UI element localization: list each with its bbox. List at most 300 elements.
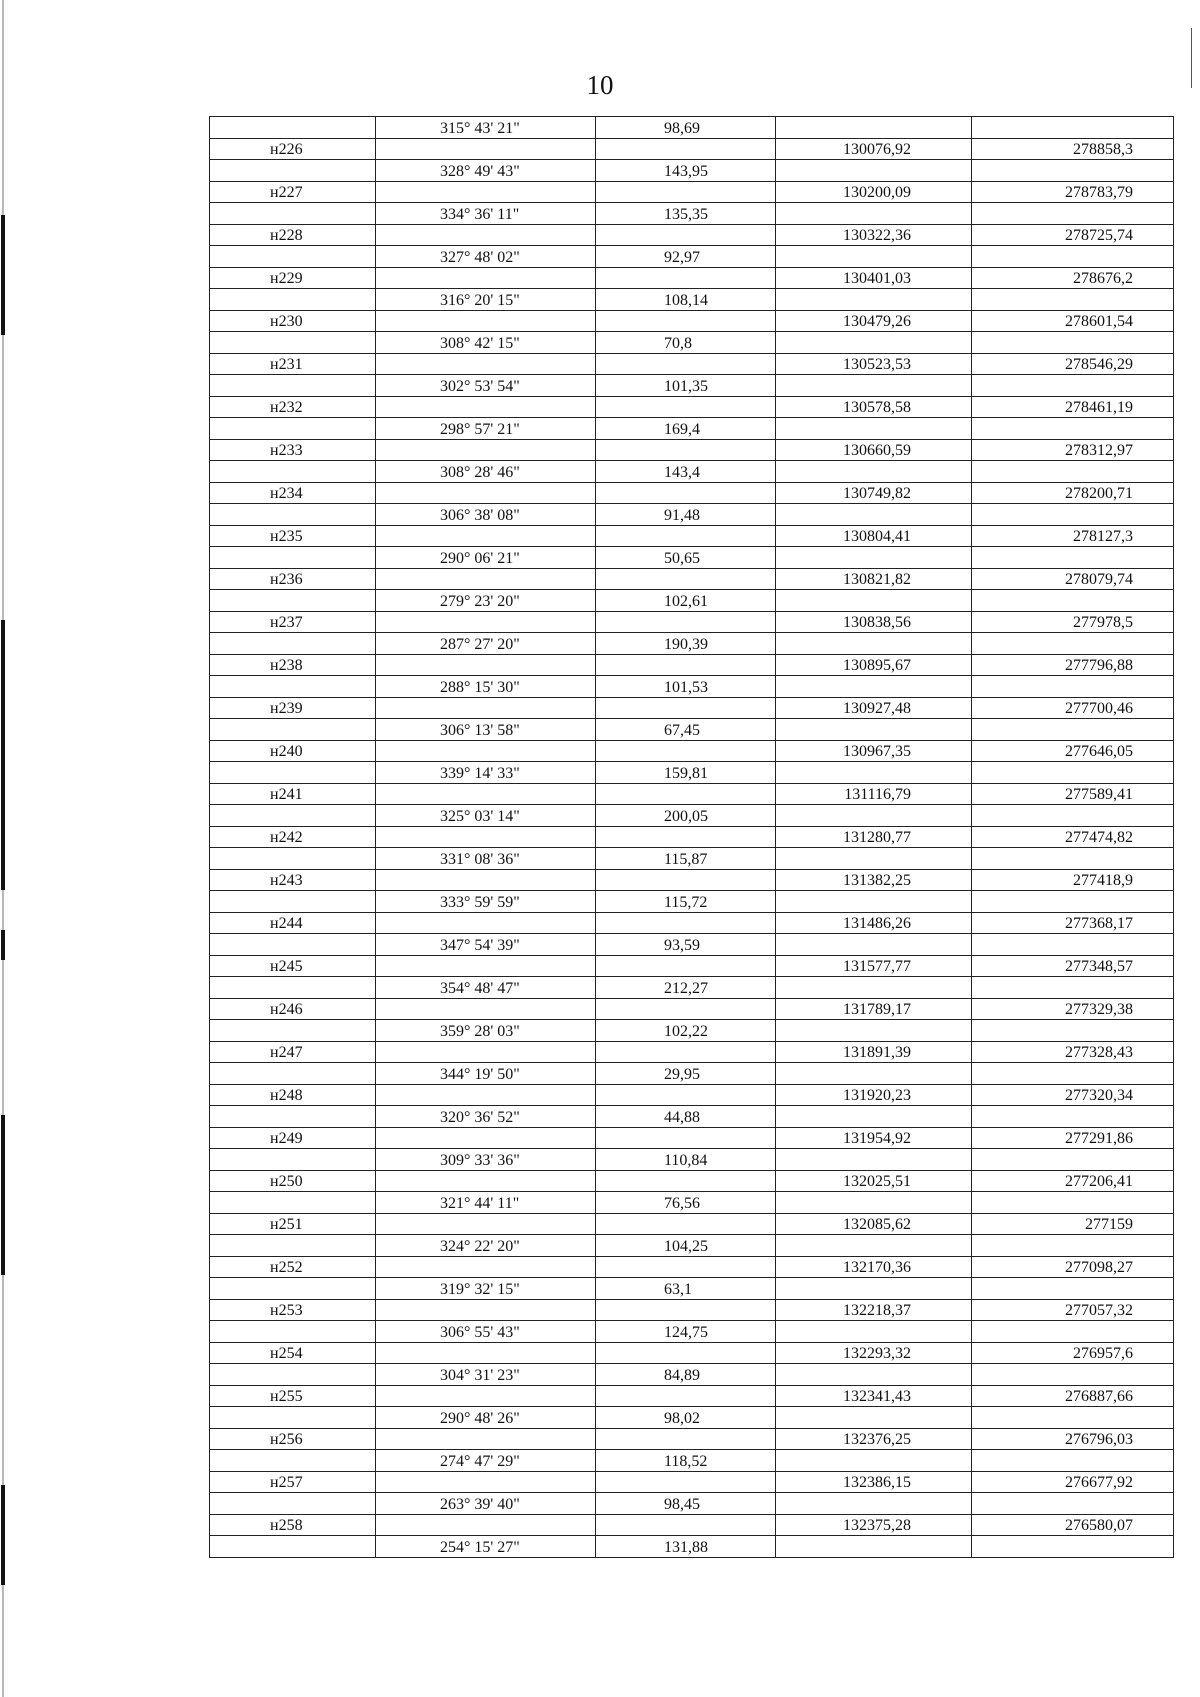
direction-angle-cell xyxy=(376,1213,596,1235)
direction-angle-cell xyxy=(376,1041,596,1063)
point-name-cell xyxy=(210,332,376,354)
point-name-cell xyxy=(210,160,376,182)
coord-x-cell: 131382,25 xyxy=(776,869,972,891)
point-name-cell xyxy=(210,1493,376,1515)
point-name-cell xyxy=(210,762,376,784)
distance-cell xyxy=(596,267,776,289)
table-row xyxy=(210,1278,1174,1300)
direction-angle-cell xyxy=(376,224,596,246)
scan-margin-mark xyxy=(1,1115,5,1275)
table-row xyxy=(210,504,1174,526)
coord-y-cell xyxy=(972,1235,1174,1257)
point-name-cell xyxy=(210,203,376,225)
scan-margin-mark xyxy=(1,215,5,335)
point-name-cell: н231 xyxy=(210,353,376,375)
direction-angle-cell: 306° 13' 58" xyxy=(376,719,596,741)
direction-angle-cell xyxy=(376,998,596,1020)
coord-x-cell xyxy=(776,1450,972,1472)
coord-x-cell: 131280,77 xyxy=(776,826,972,848)
coord-y-cell xyxy=(972,848,1174,870)
direction-angle-cell: 324° 22' 20" xyxy=(376,1235,596,1257)
coord-x-cell: 130578,58 xyxy=(776,396,972,418)
coord-x-cell xyxy=(776,848,972,870)
distance-cell: 84,89 xyxy=(596,1364,776,1386)
distance-cell: 131,88 xyxy=(596,1536,776,1558)
coord-x-cell xyxy=(776,1063,972,1085)
coord-x-cell xyxy=(776,1106,972,1128)
coord-y-cell xyxy=(972,332,1174,354)
direction-angle-cell xyxy=(376,267,596,289)
distance-cell xyxy=(596,353,776,375)
coord-y-cell xyxy=(972,117,1174,139)
table-row xyxy=(210,826,1174,848)
direction-angle-cell xyxy=(376,1471,596,1493)
distance-cell: 93,59 xyxy=(596,934,776,956)
point-name-cell: н226 xyxy=(210,138,376,160)
point-name-cell xyxy=(210,633,376,655)
coord-y-cell xyxy=(972,203,1174,225)
distance-cell xyxy=(596,310,776,332)
coord-y-cell: 277418,9 xyxy=(972,869,1174,891)
coord-x-cell: 130660,59 xyxy=(776,439,972,461)
table-row xyxy=(210,138,1174,160)
direction-angle-cell: 304° 31' 23" xyxy=(376,1364,596,1386)
coord-x-cell xyxy=(776,1407,972,1429)
coord-y-cell: 277368,17 xyxy=(972,912,1174,934)
direction-angle-cell xyxy=(376,439,596,461)
distance-cell: 104,25 xyxy=(596,1235,776,1257)
coord-x-cell xyxy=(776,1493,972,1515)
coord-y-cell xyxy=(972,1407,1174,1429)
coord-x-cell: 131954,92 xyxy=(776,1127,972,1149)
table-row xyxy=(210,117,1174,139)
direction-angle-cell xyxy=(376,482,596,504)
table-row xyxy=(210,1256,1174,1278)
table-row xyxy=(210,203,1174,225)
coord-y-cell: 278461,19 xyxy=(972,396,1174,418)
coord-x-cell: 132170,36 xyxy=(776,1256,972,1278)
point-name-cell: н235 xyxy=(210,525,376,547)
direction-angle-cell xyxy=(376,1385,596,1407)
coord-y-cell: 276677,92 xyxy=(972,1471,1174,1493)
direction-angle-cell: 321° 44' 11" xyxy=(376,1192,596,1214)
coord-y-cell: 277474,82 xyxy=(972,826,1174,848)
point-name-cell: н234 xyxy=(210,482,376,504)
direction-angle-cell: 320° 36' 52" xyxy=(376,1106,596,1128)
coord-y-cell xyxy=(972,891,1174,913)
table-row xyxy=(210,848,1174,870)
direction-angle-cell: 306° 38' 08" xyxy=(376,504,596,526)
table-row xyxy=(210,1342,1174,1364)
coord-x-cell xyxy=(776,547,972,569)
point-name-cell: н246 xyxy=(210,998,376,1020)
direction-angle-cell xyxy=(376,1342,596,1364)
distance-cell xyxy=(596,224,776,246)
direction-angle-cell: 315° 43' 21" xyxy=(376,117,596,139)
distance-cell xyxy=(596,869,776,891)
point-name-cell xyxy=(210,977,376,999)
distance-cell xyxy=(596,998,776,1020)
coord-x-cell: 132341,43 xyxy=(776,1385,972,1407)
coordinates-table-body xyxy=(210,117,1174,1558)
table-row xyxy=(210,224,1174,246)
point-name-cell xyxy=(210,461,376,483)
coord-y-cell: 277057,32 xyxy=(972,1299,1174,1321)
direction-angle-cell xyxy=(376,611,596,633)
point-name-cell: н236 xyxy=(210,568,376,590)
coord-x-cell xyxy=(776,418,972,440)
coord-y-cell: 277329,38 xyxy=(972,998,1174,1020)
point-name-cell: н243 xyxy=(210,869,376,891)
coord-y-cell xyxy=(972,590,1174,612)
point-name-cell xyxy=(210,1235,376,1257)
point-name-cell: н245 xyxy=(210,955,376,977)
coord-x-cell xyxy=(776,1321,972,1343)
direction-angle-cell xyxy=(376,525,596,547)
distance-cell xyxy=(596,1514,776,1536)
coord-x-cell: 130927,48 xyxy=(776,697,972,719)
scan-margin-mark xyxy=(1,930,5,960)
coord-y-cell: 277796,88 xyxy=(972,654,1174,676)
point-name-cell: н241 xyxy=(210,783,376,805)
coord-x-cell: 132025,51 xyxy=(776,1170,972,1192)
point-name-cell xyxy=(210,1278,376,1300)
coord-y-cell: 278312,97 xyxy=(972,439,1174,461)
distance-cell: 110,84 xyxy=(596,1149,776,1171)
distance-cell xyxy=(596,1256,776,1278)
distance-cell: 50,65 xyxy=(596,547,776,569)
distance-cell xyxy=(596,1385,776,1407)
coord-y-cell xyxy=(972,547,1174,569)
coord-y-cell xyxy=(972,289,1174,311)
coord-y-cell: 276796,03 xyxy=(972,1428,1174,1450)
coord-x-cell: 131789,17 xyxy=(776,998,972,1020)
table-row xyxy=(210,418,1174,440)
distance-cell: 169,4 xyxy=(596,418,776,440)
direction-angle-cell: 359° 28' 03" xyxy=(376,1020,596,1042)
coord-x-cell xyxy=(776,676,972,698)
distance-cell: 143,4 xyxy=(596,461,776,483)
coord-x-cell xyxy=(776,1278,972,1300)
coord-y-cell: 276887,66 xyxy=(972,1385,1174,1407)
distance-cell: 76,56 xyxy=(596,1192,776,1214)
scan-margin-mark xyxy=(1,1485,5,1585)
coord-x-cell: 130821,82 xyxy=(776,568,972,590)
coord-y-cell: 278725,74 xyxy=(972,224,1174,246)
distance-cell: 101,35 xyxy=(596,375,776,397)
distance-cell xyxy=(596,396,776,418)
distance-cell: 200,05 xyxy=(596,805,776,827)
direction-angle-cell: 325° 03' 14" xyxy=(376,805,596,827)
table-row xyxy=(210,1192,1174,1214)
coord-x-cell: 130076,92 xyxy=(776,138,972,160)
coord-x-cell xyxy=(776,633,972,655)
distance-cell xyxy=(596,138,776,160)
table-row xyxy=(210,1020,1174,1042)
point-name-cell: н251 xyxy=(210,1213,376,1235)
coord-x-cell xyxy=(776,332,972,354)
direction-angle-cell xyxy=(376,1127,596,1149)
direction-angle-cell xyxy=(376,955,596,977)
point-name-cell: н227 xyxy=(210,181,376,203)
coord-y-cell: 277291,86 xyxy=(972,1127,1174,1149)
table-row xyxy=(210,375,1174,397)
coord-x-cell: 132386,15 xyxy=(776,1471,972,1493)
page-number: 10 xyxy=(586,70,614,100)
point-name-cell: н258 xyxy=(210,1514,376,1536)
point-name-cell xyxy=(210,934,376,956)
point-name-cell xyxy=(210,590,376,612)
coord-x-cell xyxy=(776,1192,972,1214)
point-name-cell xyxy=(210,1063,376,1085)
distance-cell xyxy=(596,912,776,934)
direction-angle-cell: 302° 53' 54" xyxy=(376,375,596,397)
coord-x-cell xyxy=(776,117,972,139)
table-row xyxy=(210,1235,1174,1257)
point-name-cell xyxy=(210,848,376,870)
coord-y-cell: 278127,3 xyxy=(972,525,1174,547)
coord-y-cell xyxy=(972,1321,1174,1343)
point-name-cell xyxy=(210,418,376,440)
coord-x-cell xyxy=(776,762,972,784)
coord-y-cell: 278200,71 xyxy=(972,482,1174,504)
coord-y-cell: 277320,34 xyxy=(972,1084,1174,1106)
coord-y-cell xyxy=(972,934,1174,956)
point-name-cell xyxy=(210,1106,376,1128)
table-row xyxy=(210,1084,1174,1106)
direction-angle-cell xyxy=(376,353,596,375)
direction-angle-cell: 288° 15' 30" xyxy=(376,676,596,698)
point-name-cell: н237 xyxy=(210,611,376,633)
coord-x-cell: 131577,77 xyxy=(776,955,972,977)
point-name-cell xyxy=(210,805,376,827)
direction-angle-cell xyxy=(376,783,596,805)
distance-cell: 29,95 xyxy=(596,1063,776,1085)
coord-x-cell: 130479,26 xyxy=(776,310,972,332)
point-name-cell xyxy=(210,1192,376,1214)
direction-angle-cell xyxy=(376,138,596,160)
direction-angle-cell: 309° 33' 36" xyxy=(376,1149,596,1171)
distance-cell: 70,8 xyxy=(596,332,776,354)
coord-x-cell: 130749,82 xyxy=(776,482,972,504)
coord-y-cell xyxy=(972,1020,1174,1042)
table-row xyxy=(210,654,1174,676)
coord-y-cell xyxy=(972,1536,1174,1558)
coord-y-cell: 278783,79 xyxy=(972,181,1174,203)
direction-angle-cell: 279° 23' 20" xyxy=(376,590,596,612)
distance-cell xyxy=(596,955,776,977)
coord-y-cell xyxy=(972,1106,1174,1128)
table-row xyxy=(210,461,1174,483)
direction-angle-cell: 316° 20' 15" xyxy=(376,289,596,311)
coord-x-cell xyxy=(776,504,972,526)
coord-y-cell xyxy=(972,1450,1174,1472)
table-row xyxy=(210,1170,1174,1192)
coord-x-cell: 132376,25 xyxy=(776,1428,972,1450)
point-name-cell xyxy=(210,891,376,913)
direction-angle-cell xyxy=(376,568,596,590)
distance-cell: 118,52 xyxy=(596,1450,776,1472)
direction-angle-cell: 339° 14' 33" xyxy=(376,762,596,784)
table-row xyxy=(210,719,1174,741)
point-name-cell: н228 xyxy=(210,224,376,246)
table-row xyxy=(210,568,1174,590)
coord-y-cell xyxy=(972,1364,1174,1386)
distance-cell xyxy=(596,181,776,203)
distance-cell xyxy=(596,1428,776,1450)
distance-cell: 115,72 xyxy=(596,891,776,913)
direction-angle-cell: 254° 15' 27" xyxy=(376,1536,596,1558)
table-row xyxy=(210,1041,1174,1063)
coord-x-cell xyxy=(776,1536,972,1558)
table-row xyxy=(210,977,1174,999)
coord-y-cell xyxy=(972,805,1174,827)
coord-x-cell: 130523,53 xyxy=(776,353,972,375)
table-row xyxy=(210,1514,1174,1536)
coord-x-cell xyxy=(776,160,972,182)
scan-margin-mark xyxy=(1,620,5,890)
coord-x-cell xyxy=(776,246,972,268)
table-row xyxy=(210,783,1174,805)
coord-y-cell xyxy=(972,762,1174,784)
coord-y-cell: 278079,74 xyxy=(972,568,1174,590)
direction-angle-cell: 308° 28' 46" xyxy=(376,461,596,483)
coord-y-cell xyxy=(972,375,1174,397)
direction-angle-cell: 331° 08' 36" xyxy=(376,848,596,870)
point-name-cell: н244 xyxy=(210,912,376,934)
table-row xyxy=(210,1536,1174,1558)
distance-cell xyxy=(596,439,776,461)
coord-x-cell xyxy=(776,805,972,827)
distance-cell: 115,87 xyxy=(596,848,776,870)
direction-angle-cell xyxy=(376,1428,596,1450)
table-row xyxy=(210,1450,1174,1472)
table-row xyxy=(210,332,1174,354)
coord-x-cell: 132293,32 xyxy=(776,1342,972,1364)
coord-y-cell xyxy=(972,1149,1174,1171)
table-row xyxy=(210,353,1174,375)
distance-cell: 190,39 xyxy=(596,633,776,655)
coord-y-cell: 277978,5 xyxy=(972,611,1174,633)
coord-x-cell xyxy=(776,1235,972,1257)
table-row xyxy=(210,740,1174,762)
coord-x-cell: 131486,26 xyxy=(776,912,972,934)
coord-x-cell xyxy=(776,203,972,225)
direction-angle-cell: 290° 06' 21" xyxy=(376,547,596,569)
coord-y-cell: 276580,07 xyxy=(972,1514,1174,1536)
table-row xyxy=(210,246,1174,268)
direction-angle-cell xyxy=(376,826,596,848)
coord-x-cell xyxy=(776,891,972,913)
coord-y-cell xyxy=(972,633,1174,655)
distance-cell xyxy=(596,1213,776,1235)
table-row xyxy=(210,676,1174,698)
table-row xyxy=(210,590,1174,612)
distance-cell: 143,95 xyxy=(596,160,776,182)
table-row xyxy=(210,439,1174,461)
table-row xyxy=(210,1127,1174,1149)
point-name-cell: н239 xyxy=(210,697,376,719)
table-row xyxy=(210,762,1174,784)
point-name-cell xyxy=(210,246,376,268)
table-row xyxy=(210,998,1174,1020)
coord-y-cell: 278546,29 xyxy=(972,353,1174,375)
coord-x-cell: 131116,79 xyxy=(776,783,972,805)
distance-cell xyxy=(596,654,776,676)
distance-cell xyxy=(596,783,776,805)
table-row xyxy=(210,955,1174,977)
coord-y-cell: 277589,41 xyxy=(972,783,1174,805)
coord-y-cell xyxy=(972,461,1174,483)
coord-x-cell: 130838,56 xyxy=(776,611,972,633)
point-name-cell xyxy=(210,676,376,698)
direction-angle-cell xyxy=(376,869,596,891)
point-name-cell xyxy=(210,1536,376,1558)
distance-cell: 101,53 xyxy=(596,676,776,698)
distance-cell xyxy=(596,568,776,590)
direction-angle-cell: 347° 54' 39" xyxy=(376,934,596,956)
distance-cell xyxy=(596,611,776,633)
coord-y-cell xyxy=(972,676,1174,698)
point-name-cell xyxy=(210,1364,376,1386)
distance-cell xyxy=(596,1471,776,1493)
table-row xyxy=(210,1299,1174,1321)
direction-angle-cell: 287° 27' 20" xyxy=(376,633,596,655)
point-name-cell xyxy=(210,1321,376,1343)
direction-angle-cell xyxy=(376,654,596,676)
coord-y-cell: 276957,6 xyxy=(972,1342,1174,1364)
direction-angle-cell: 290° 48' 26" xyxy=(376,1407,596,1429)
distance-cell: 98,02 xyxy=(596,1407,776,1429)
coord-x-cell: 130967,35 xyxy=(776,740,972,762)
table-row xyxy=(210,1213,1174,1235)
coord-y-cell: 278676,2 xyxy=(972,267,1174,289)
point-name-cell: н229 xyxy=(210,267,376,289)
point-name-cell xyxy=(210,1450,376,1472)
coord-y-cell: 277098,27 xyxy=(972,1256,1174,1278)
point-name-cell: н249 xyxy=(210,1127,376,1149)
direction-angle-cell: 263° 39' 40" xyxy=(376,1493,596,1515)
direction-angle-cell: 328° 49' 43" xyxy=(376,160,596,182)
distance-cell xyxy=(596,1170,776,1192)
coord-y-cell: 278858,3 xyxy=(972,138,1174,160)
table-row xyxy=(210,1321,1174,1343)
point-name-cell xyxy=(210,547,376,569)
coord-x-cell: 130804,41 xyxy=(776,525,972,547)
coord-y-cell: 277206,41 xyxy=(972,1170,1174,1192)
coord-y-cell xyxy=(972,977,1174,999)
direction-angle-cell xyxy=(376,912,596,934)
table-row xyxy=(210,310,1174,332)
coord-x-cell: 130401,03 xyxy=(776,267,972,289)
point-name-cell xyxy=(210,375,376,397)
coord-x-cell xyxy=(776,590,972,612)
direction-angle-cell xyxy=(376,697,596,719)
coord-y-cell xyxy=(972,504,1174,526)
point-name-cell xyxy=(210,289,376,311)
point-name-cell: н250 xyxy=(210,1170,376,1192)
direction-angle-cell xyxy=(376,310,596,332)
point-name-cell: н240 xyxy=(210,740,376,762)
distance-cell xyxy=(596,1084,776,1106)
distance-cell: 102,61 xyxy=(596,590,776,612)
direction-angle-cell xyxy=(376,1084,596,1106)
table-row xyxy=(210,912,1174,934)
point-name-cell: н254 xyxy=(210,1342,376,1364)
distance-cell: 108,14 xyxy=(596,289,776,311)
distance-cell: 135,35 xyxy=(596,203,776,225)
distance-cell: 67,45 xyxy=(596,719,776,741)
